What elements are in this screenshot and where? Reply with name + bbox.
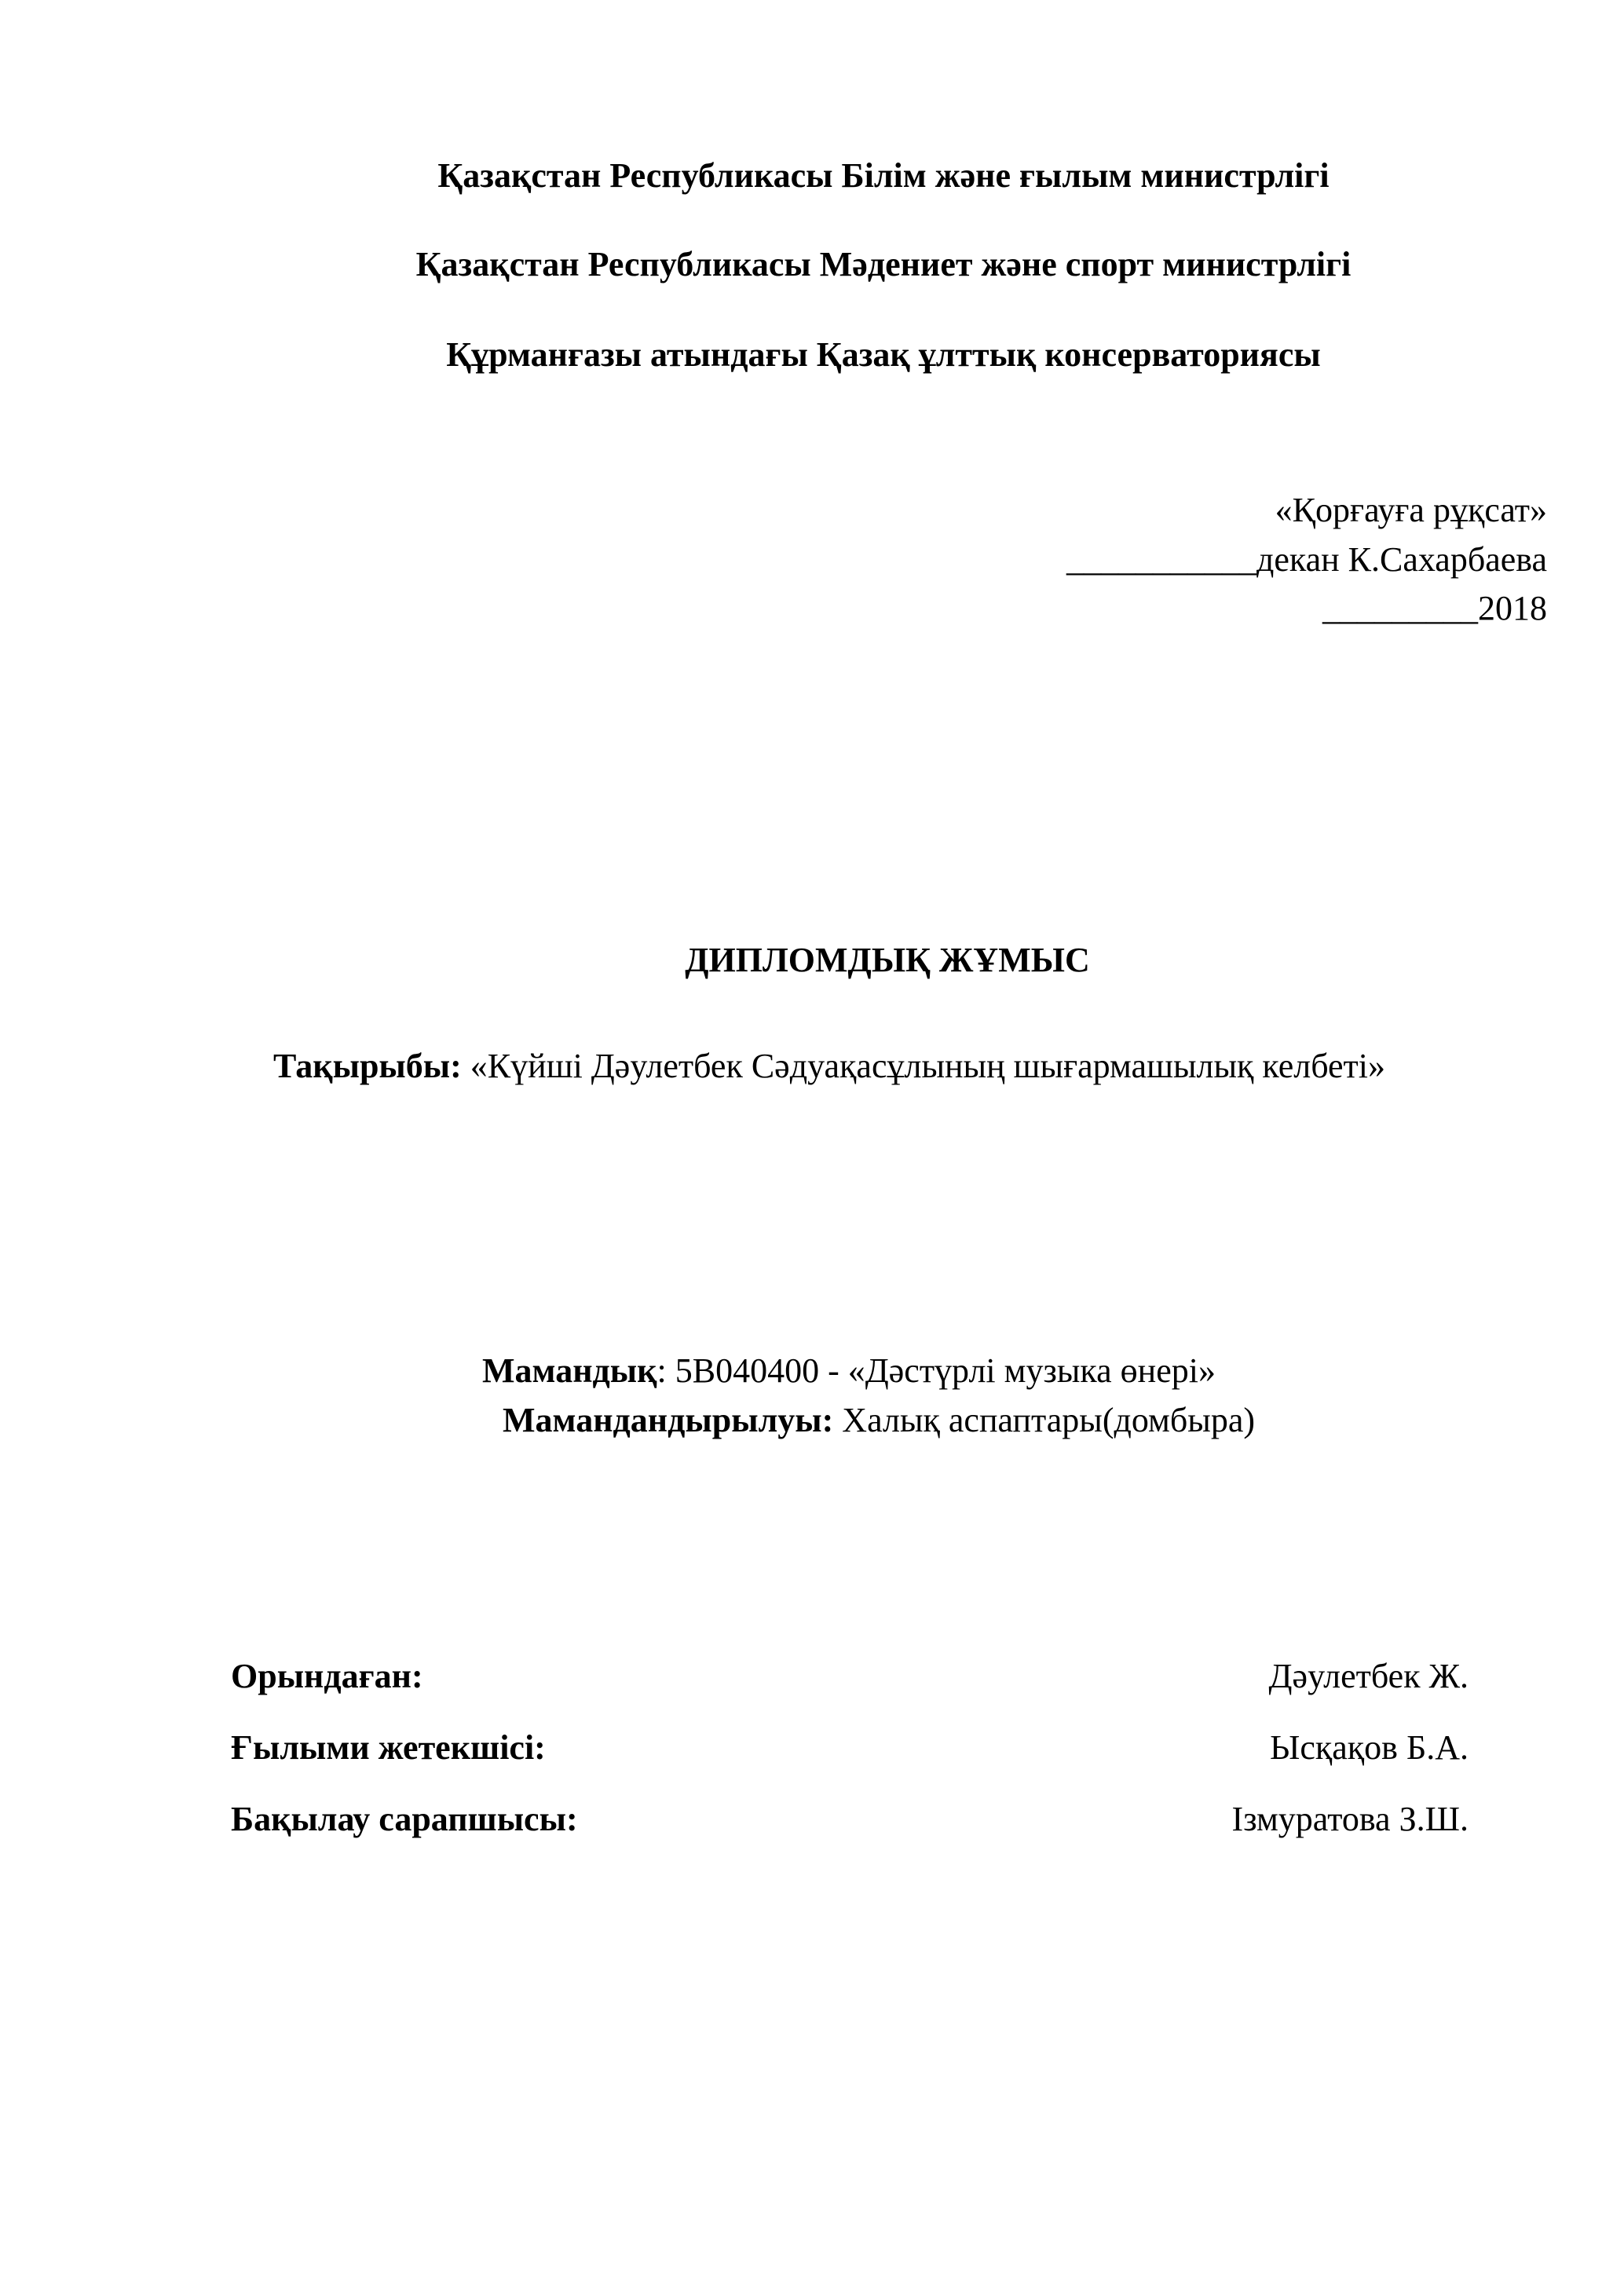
supervisor-role: Ғылыми жетекшісі: — [231, 1728, 546, 1767]
conservatory-heading: Құрманғазы атындағы Қазақ ұлттық консерваториясы — [446, 335, 1321, 374]
specialty-line — [482, 1349, 1216, 1393]
reviewer-row — [231, 1797, 1469, 1841]
performer-row — [231, 1654, 1469, 1698]
approval-title: «Қорғауға рұқсат» — [1275, 491, 1547, 529]
topic-value: «Күйші Дәулетбек Сәдуақасұлының шығармашылық келбеті» — [461, 1047, 1385, 1085]
specialization-label: Мамандандырылуы: — [503, 1401, 834, 1439]
reviewer-role: Бақылау сарапшысы: — [231, 1800, 578, 1838]
supervisor-name: Ысқақов Б.А. — [1270, 1728, 1469, 1767]
approval-date: _________2018 — [1322, 589, 1547, 627]
performer-role: Орындаған: — [231, 1657, 423, 1695]
specialization-line — [503, 1398, 1255, 1442]
diploma-title: ДИПЛОМДЫҚ ЖҰМЫС — [685, 941, 1090, 979]
specialty-value: : 5В040400 - «Дәстүрлі музыка өнері» — [657, 1351, 1216, 1390]
reviewer-name: Ізмуратова З.Ш. — [1231, 1800, 1469, 1838]
performer-name: Дәулетбек Ж. — [1268, 1657, 1469, 1695]
specialty-label: Мамандық — [482, 1351, 657, 1390]
topic-label: Тақырыбы: — [273, 1047, 462, 1085]
supervisor-row — [231, 1726, 1469, 1770]
approval-dean-signature: ___________декан К.Сахарбаева — [1066, 540, 1547, 579]
ministry-education-heading: Қазақстан Республикасы Білім және ғылым министрлігі — [437, 156, 1330, 195]
ministry-culture-heading: Қазақстан Республикасы Мәдениет және спорт министрлігі — [415, 245, 1352, 283]
specialization-value: Халық аспаптары(домбыра) — [833, 1401, 1256, 1439]
topic-line — [273, 1044, 1385, 1088]
